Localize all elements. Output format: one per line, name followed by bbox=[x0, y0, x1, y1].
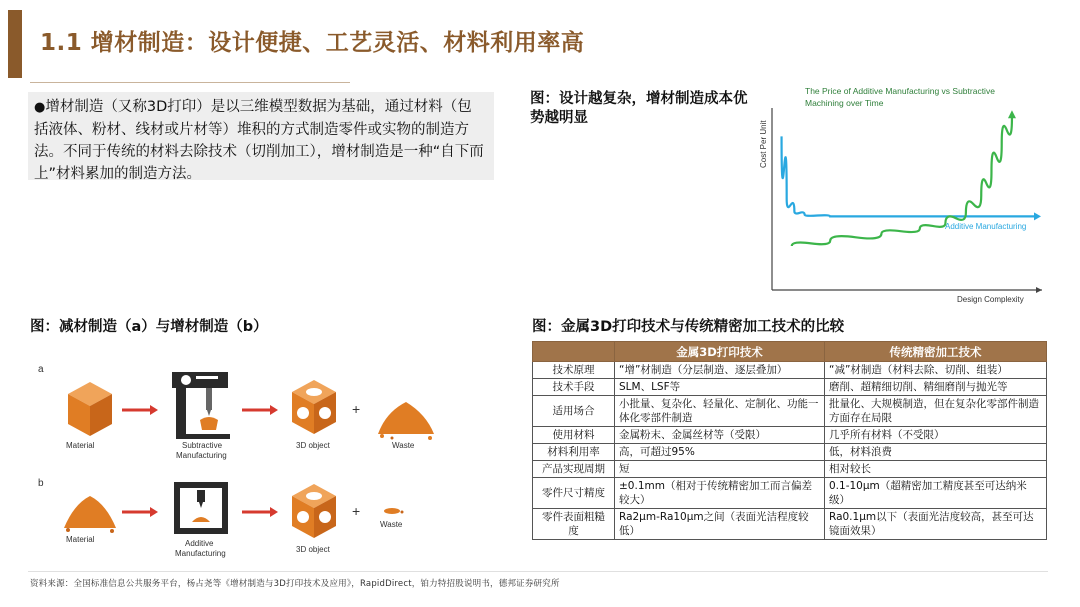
chart-title-line1: The Price of Additive Manufacturing vs Subtractive bbox=[805, 86, 995, 96]
row-label: 产品实现周期 bbox=[533, 461, 615, 478]
x-axis-label: Design Complexity bbox=[957, 295, 1024, 304]
table-row bbox=[533, 379, 1047, 396]
traditional-cell: 磨削、超精细切削、精细磨削与抛光等 bbox=[825, 379, 1047, 396]
plus-b: + bbox=[352, 503, 361, 519]
table-row bbox=[533, 362, 1047, 379]
diagram-caption: 图：减材制造（a）与增材制造（b） bbox=[30, 319, 268, 335]
source-note: 资料来源：全国标准信息公共服务平台，杨占尧等《增材制造与3D打印技术及应用》，RapidDirect，铂力特招股说明书，德邦证券研究所 bbox=[30, 579, 560, 589]
source-divider bbox=[28, 571, 1048, 572]
plus-a: + bbox=[352, 401, 361, 417]
powder-pile-b-icon bbox=[64, 496, 116, 533]
row-label: 技术手段 bbox=[533, 379, 615, 396]
table-caption: 图：金属3D打印技术与传统精密加工技术的比较 bbox=[532, 319, 845, 335]
manufacturing-diagram-svg bbox=[30, 352, 490, 570]
am-cell: “增”材制造（分层制造、逐层叠加） bbox=[615, 362, 825, 379]
arrow-a1-icon bbox=[122, 405, 158, 415]
bullet-icon: ● bbox=[34, 100, 46, 115]
traditional-cell: 低，材料浪费 bbox=[825, 444, 1047, 461]
waste-small-b-icon bbox=[384, 508, 404, 514]
object-a-label: 3D object bbox=[296, 441, 330, 450]
arrow-b1-icon bbox=[122, 507, 158, 517]
table-row bbox=[533, 427, 1047, 444]
am-cell: 高，可超过95% bbox=[615, 444, 825, 461]
am-cell: Ra2μm-Ra10μm之间（表面光洁程度较低） bbox=[615, 509, 825, 540]
material-a-label: Material bbox=[66, 441, 95, 450]
3d-printer-icon bbox=[174, 482, 228, 534]
page-title: 1.1 增材制造：设计便捷、工艺灵活、材料利用率高 bbox=[40, 30, 585, 56]
series-arrowhead-additive-manufacturing bbox=[1034, 212, 1041, 220]
row-label: 零件表面粗糙度 bbox=[533, 509, 615, 540]
waste-b-label: Waste bbox=[380, 520, 403, 529]
am-cell: SLM、LSF等 bbox=[615, 379, 825, 396]
lattice-object-b-icon bbox=[292, 484, 336, 538]
table-header-empty bbox=[533, 342, 615, 362]
am-cell: 金属粉末、金属丝材等（受限） bbox=[615, 427, 825, 444]
process-b-label-1: Additive bbox=[185, 539, 214, 548]
additive-annotation: Additive Manufacturing bbox=[945, 222, 1027, 231]
material-cube-icon bbox=[68, 382, 112, 436]
cost-chart-caption: 图：设计越复杂，增材制造成本优势越明显 bbox=[530, 91, 748, 126]
am-cell: ±0.1mm（相对于传统精密加工而言偏差较大） bbox=[615, 478, 825, 509]
process-a-label-2: Manufacturing bbox=[176, 451, 227, 460]
table-row bbox=[533, 478, 1047, 509]
row-a-label: a bbox=[38, 364, 44, 375]
intro-text: 增材制造（又称3D打印）是以三维模型数据为基础，通过材料（包括液体、粉材、线材或片材等）堆积的方式制造零件或实物的制造方法。不同于传统的材料去除技术（切削加工），增材制造是一种“自下而上”材料累加的制造方法。 bbox=[34, 99, 484, 182]
x-axis-arrow bbox=[1036, 287, 1042, 293]
comparison-table bbox=[532, 341, 1047, 540]
table-row bbox=[533, 396, 1047, 427]
am-cell: 短 bbox=[615, 461, 825, 478]
waste-a-label: Waste bbox=[392, 441, 415, 450]
traditional-cell: 批量化、大规模制造，但在复杂化零部件制造方面存在局限 bbox=[825, 396, 1047, 427]
traditional-cell: 相对较长 bbox=[825, 461, 1047, 478]
row-label: 使用材料 bbox=[533, 427, 615, 444]
table-row bbox=[533, 509, 1047, 540]
row-label: 适用场合 bbox=[533, 396, 615, 427]
row-label: 零件尺寸精度 bbox=[533, 478, 615, 509]
am-cell: 小批量、复杂化、轻量化、定制化、功能一体化零部件制造 bbox=[615, 396, 825, 427]
object-b-label: 3D object bbox=[296, 545, 330, 554]
traditional-cell: Ra0.1μm以下（表面光洁度较高，甚至可达镜面效果） bbox=[825, 509, 1047, 540]
cnc-machine-icon bbox=[172, 372, 230, 439]
table-header-am: 金属3D打印技术 bbox=[615, 342, 825, 362]
arrow-b2-icon bbox=[242, 507, 278, 517]
y-axis-label: Cost Per Unit bbox=[759, 120, 768, 168]
table-header-traditional: 传统精密加工技术 bbox=[825, 342, 1047, 362]
table-row bbox=[533, 461, 1047, 478]
table-row bbox=[533, 444, 1047, 461]
table-header-row bbox=[533, 342, 1047, 362]
traditional-cell: 几乎所有材料（不受限） bbox=[825, 427, 1047, 444]
process-b-label-2: Manufacturing bbox=[175, 549, 226, 558]
traditional-cell: “减”材制造（材料去除、切削、组装） bbox=[825, 362, 1047, 379]
row-label: 技术原理 bbox=[533, 362, 615, 379]
waste-pile-a-icon bbox=[378, 402, 434, 440]
traditional-cell: 0.1-10μm（超精密加工精度甚至可达纳米级） bbox=[825, 478, 1047, 509]
title-accent-bar bbox=[8, 10, 22, 78]
row-label: 材料利用率 bbox=[533, 444, 615, 461]
cost-chart-svg bbox=[757, 78, 1052, 306]
title-underline bbox=[30, 82, 350, 83]
manufacturing-diagram bbox=[30, 352, 490, 570]
process-a-label-1: Subtractive bbox=[182, 441, 223, 450]
arrow-a2-icon bbox=[242, 405, 278, 415]
material-b-label: Material bbox=[66, 535, 95, 544]
cost-chart bbox=[757, 78, 1052, 306]
intro-box bbox=[28, 92, 494, 180]
lattice-object-a-icon bbox=[292, 380, 336, 434]
series-arrowhead-subtractive-machining bbox=[1008, 110, 1016, 118]
row-b-label: b bbox=[38, 478, 44, 489]
chart-title-line2: Machining over Time bbox=[805, 98, 884, 108]
series-line-additive-manufacturing bbox=[782, 136, 1035, 216]
